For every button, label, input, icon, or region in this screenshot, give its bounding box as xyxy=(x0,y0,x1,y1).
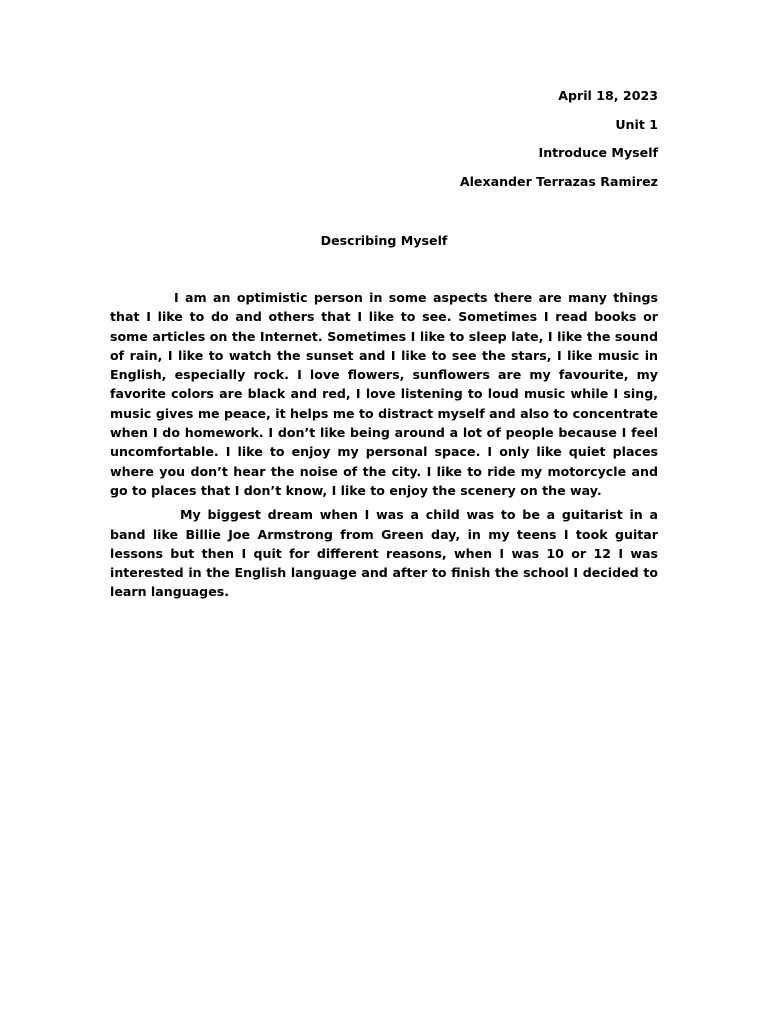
header-date: April 18, 2023 xyxy=(558,88,658,103)
header-unit: Unit 1 xyxy=(615,116,658,132)
paragraph-1: I am an optimistic person in some aspects there are many things that I like to do and others that I like to see. Sometimes I read books or some articles on the Internet. Sometimes I like to sleep late, I like the sound of rain, I like to watch the sunset and I like to see the stars, I like music in English, especially rock. I love flowers, sunflowers are my favourite, my favorite colors are black and red, I love listening to loud music while I sing, music gives me peace, it helps me to distract myself and also to concentrate when I do homework. I don’t like being around a lot of people because I feel uncomfortable. I like to enjoy my personal space. I only like quiet places where you don’t hear the noise of the city. I like to ride my motorcycle and go to places that I don’t know, I like to enjoy the scenery on the way. xyxy=(110,290,658,498)
header-author: Alexander Terrazas Ramirez xyxy=(459,173,658,189)
paragraph-2: My biggest dream when I was a child was to be a guitarist in a band like Billie Joe Armstrong from Green day, in my teens I took guitar lessons but then I quit for different reasons, when I was 10 or 12 I was interested in the English language and after to finish the school I decided to learn languages. xyxy=(110,507,658,600)
document-header xyxy=(460,86,658,200)
document-title: Describing Myself xyxy=(320,233,448,248)
header-assignment: Introduce Myself xyxy=(538,145,658,160)
document-body xyxy=(110,288,658,607)
